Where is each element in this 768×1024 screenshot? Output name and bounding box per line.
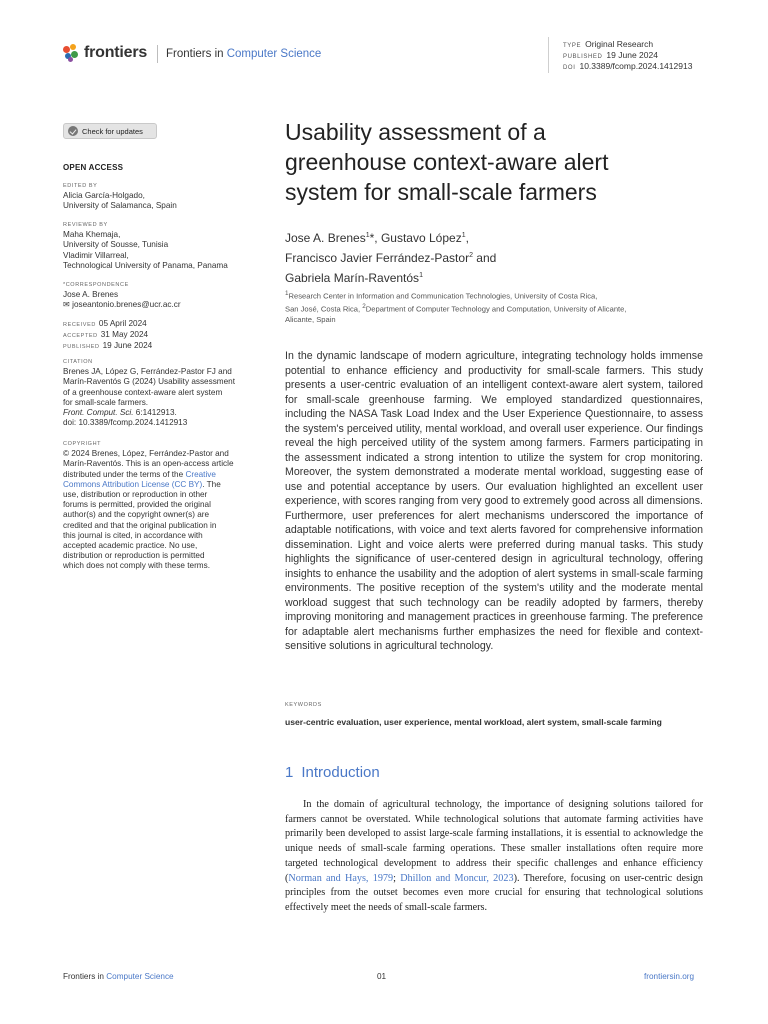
author-name[interactable]: Jose A. Brenes [285,231,366,245]
author-affil-sup: 1 [365,232,370,239]
check-for-updates-button[interactable] [63,123,157,139]
footer-website-link[interactable] [644,972,694,981]
meta-type-label: TYPE [563,43,582,49]
meta-doi-label: DOI [563,65,576,71]
affiliation-line: Alicante, Spain [285,315,336,325]
received-date [63,319,253,330]
author-separator: , [465,231,469,245]
introduction-paragraph [285,798,703,916]
edited-by-label: EDITED BY [63,183,98,189]
citation-line: Brenes JA, López G, Ferrández-Pastor FJ and [63,367,232,377]
correspondence-email-link[interactable]: ✉ joseantonio.brenes@ucr.ac.cr [63,300,181,310]
logo-text: frontiers [84,44,148,61]
citation-link[interactable]: Norman and Hays, 1979 [288,872,394,884]
copyright-line: this journal is cited, in accordance with [63,530,203,540]
section-heading-introduction [285,764,380,781]
reviewer-affiliation: University of Sousse, Tunisia [63,240,169,250]
citation-link[interactable]: Dhillon and Moncur, 2023 [400,872,514,884]
meta-published-value: 19 June 2024 [606,50,658,60]
meta-type-value: Original Research [585,39,654,49]
citation-line: of a greenhouse context-aware alert system [63,387,223,397]
reviewed-by-label: REVIEWED BY [63,222,108,228]
article-title [285,117,725,207]
article-dates [63,319,253,353]
license-link[interactable]: Commons Attribution License (CC BY) [63,479,203,489]
keywords: user-centric evaluation, user experience, mental workload, alert system, small-scale farming [285,717,662,727]
page-number: 01 [377,972,387,981]
correspondence-name: Jose A. Brenes [63,290,119,300]
license-link[interactable]: Creative [185,469,216,479]
open-access-label: OPEN ACCESS [63,163,124,172]
meta-doi[interactable] [563,61,692,74]
abstract: In the dynamic landscape of modern agriculture, integrating technology holds immense potential to enhance efficiency and productivity for small-scale farmers. This study presents a user-centric evaluation of an intelligent context-aware alert system, tailored for small-scale greenhouse farming. We employed standardized questionnaires, including the NASA Task Load Index and the User Experience Questionnaire, to assess the system's perceived utility, mental workload, and overall user experience. Our findings reveal the high perceived utility of the system among farmers. Farmers participating in the assessment indicated a strong intention to utilize the system for crop monitoring. Moreover, the system demonstrated a moderate mental workload, suggesting ease of use and potential acceptance by users. Our evaluation highlighted an excellent user experience, with scores ranging from very good to extremely good across all dimensions. Furthermore, user preferences for alert mechanisms underscored the importance of adaptable notifications, with voice and text alerts favored for comprehensive information dissemination. Light and voice alerts were preferred during manual tasks. This study highlights the significance of user-centered design in agricultural technology, offering insights to enhance the usability and the adoption of alert systems in small-scale farming environments. The positive reception of the system's utility and the moderate mental workload suggest that such technology can be readily adopted by farmers, thereby improving monitoring and management practices in greenhouse farming. The preference for adaptable alert mechanisms further emphasizes the need for flexible and context-sensitive solutions in agricultural technology. [285,350,703,652]
published-date [63,341,253,352]
affil-sup: 1 [285,290,289,297]
journal-prefix: Frontiers in [166,48,227,60]
copyright-line: author(s) and the copyright owner(s) are [63,510,210,520]
reviewer-name: Vladimir Villarreal, [63,250,129,260]
copyright-line: which does not comply with these terms. [63,561,210,571]
copyright-label: COPYRIGHT [63,441,102,447]
intro-text: ; [393,872,401,884]
affiliation-line [285,302,715,315]
header-divider [157,45,158,63]
author-separator: and [472,251,497,265]
citation-doi-link[interactable]: doi: 10.3389/fcomp.2024.1412913 [63,418,188,428]
copyright-line: use, distribution or reproduction in other [63,490,208,500]
intro-text: In the domain of agricultural technology, the importance of designing solutions tailored for farmers cannot be overstated. While technological solutions that automate farming activities have primarily been developed to assist large-scale farming installations, it is essential to acknowledge the unique needs of small-scale farming operations. These smaller installations often require more targeted technological development to address their specific challenges and enhance efficiency ( [285,799,703,884]
edited-by [63,181,253,212]
keywords-label: KEYWORDS [285,702,322,708]
affiliation-text: Department of Computer Technology and Computation, University of Alicante, [365,304,627,314]
title-line: system for small-scale farmers [285,179,597,205]
correspondence [63,280,253,311]
citation-line: Marín-Raventós G (2024) Usability assessment [63,377,236,387]
footer-journal-prefix: Frontiers in [63,972,107,981]
author-line [285,247,725,267]
footer-journal-accent: Computer Science [106,972,174,981]
copyright-line: Marín-Raventós. This is an open-access article [63,459,234,469]
received-value: 05 April 2024 [98,319,147,328]
author-affil-sup: 1 [461,232,466,239]
copyright [63,439,253,572]
copyright-line: distribution or reproduction is permitted [63,551,205,561]
published-value: 19 June 2024 [102,341,153,351]
affiliation-line [285,289,715,302]
citation [63,357,253,428]
affiliation-text: San José, Costa Rica, [285,304,363,314]
reviewer-affiliation: Technological University of Panama, Panama [63,260,228,270]
check-updates-icon [68,126,78,136]
frontiers-logo-icon [63,44,79,62]
title-line: Usability assessment of a [285,119,546,145]
affil-sup: 2 [362,303,366,311]
meta-published-label: PUBLISHED [563,54,603,60]
editor-name: Alicia García-Holgado, [63,191,145,201]
check-updates-label: Check for updates [82,126,143,136]
meta-doi-value: 10.3389/fcomp.2024.1412913 [579,61,693,71]
copyright-text: distributed under the terms of the [63,469,186,479]
published-label: PUBLISHED [63,344,100,351]
author-list [285,227,725,287]
reviewer-name: Maha Khemaja, [63,230,121,240]
citation-line: for small-scale farmers. [63,397,149,407]
received-label: RECEIVED [63,322,96,328]
copyright-line: credited and that the original publication in [63,520,217,530]
citation-label: CITATION [63,359,93,365]
author-separator: *, [369,231,381,245]
affiliation-text: Research Center in Information and Communication Technologies, University of Costa Rica, [288,291,598,301]
editor-affiliation: University of Salamanca, Spain [63,201,177,211]
footer-website: frontiersin.org [644,972,695,981]
section-number: 1 [285,764,294,781]
citation-volume: 6:1412913. [133,408,177,418]
accepted-value: 31 May 2024 [100,330,149,340]
intro-text: ). Therefore, focusing on user-centric design principles from the outset becomes even more crucial for ensuring that technological solutions effectively meet the needs of small-scale farmers. [285,872,704,913]
meta-divider [548,37,549,73]
copyright-line: forums is permitted, provided the original [63,500,211,510]
author-name[interactable]: Gabriela Marín-Raventós [285,271,420,285]
copyright-text: . The [202,479,221,489]
author-line [285,267,725,287]
author-name[interactable]: Gustavo López [380,231,462,245]
copyright-line [63,470,253,480]
author-affil-sup: 2 [469,252,473,259]
journal-name[interactable] [166,48,321,60]
correspondence-label: *CORRESPONDENCE [63,282,129,288]
reviewed-by [63,220,253,271]
frontiers-logo[interactable] [63,44,147,62]
copyright-line [63,480,253,490]
copyright-line: © 2024 Brenes, López, Ferrández-Pastor and [63,449,229,459]
citation-journal-line [63,408,253,418]
journal-accent: Computer Science [226,48,322,60]
accepted-date [63,330,253,341]
author-name[interactable]: Francisco Javier Ferrández-Pastor [285,251,470,265]
accepted-label: ACCEPTED [63,333,98,340]
affiliations [285,289,715,326]
copyright-line: accepted academic practice. No use, [63,541,198,551]
citation-journal: Front. Comput. Sci. [63,408,134,418]
author-line [285,227,725,247]
title-line: greenhouse context-aware alert [285,149,609,175]
footer-journal[interactable] [63,972,174,981]
author-affil-sup: 1 [419,272,423,279]
section-title: Introduction [301,764,380,781]
